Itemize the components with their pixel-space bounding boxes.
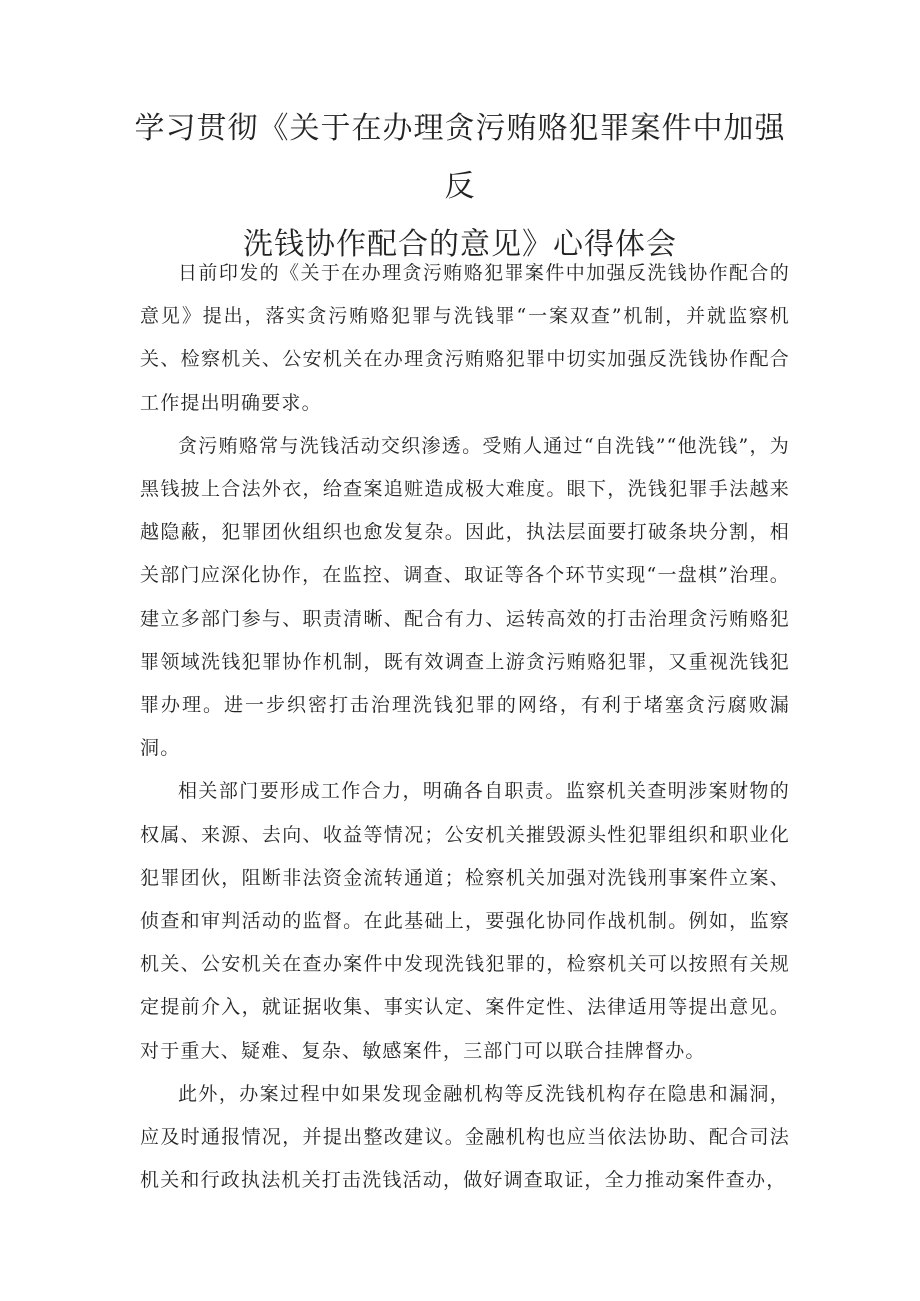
- paragraph-3: 相关部门要形成工作合力，明确各自职责。监察机关查明涉案财物的权属、来源、去向、收益等情况；公安机关摧毁源头性犯罪组织和职业化犯罪团伙，阻断非法资金流转通道；检察机关加强对洗钱刑事案件立案、侦查和审判活动的监督。在此基础上，要强化协同作战机制。例如，监察机关、公安机关在查办案件中发现洗钱犯罪的，检察机关可以按照有关规定提前介入，就证据收集、事实认定、案件定性、法律适用等提出意见。对于重大、疑难、复杂、敏感案件，三部门可以联合挂牌督办。: [140, 780, 790, 1062]
- document-body: [140, 252, 790, 1202]
- paragraph-2: 贪污贿赂常与洗钱活动交织渗透。受贿人通过“自洗钱”“他洗钱”，为黑钱披上合法外衣，给查案追赃造成极大难度。眼下，洗钱犯罪手法越来越隐蔽，犯罪团伙组织也愈发复杂。因此，执法层面要打破条块分割，相关部门应深化协作，在监控、调查、取证等各个环节实现“一盘棋”治理。建立多部门参与、职责清晰、配合有力、运转高效的打击治理贪污贿赂犯罪领域洗钱犯罪协作机制，既有效调查上游贪污贿赂犯罪，又重视洗钱犯罪办理。进一步织密打击治理洗钱犯罪的网络，有利于堵塞贪污腐败漏洞。: [140, 434, 790, 760]
- document-title: [120, 100, 800, 274]
- paragraph-1: 日前印发的《关于在办理贪污贿赂犯罪案件中加强反洗钱协作配合的意见》提出，落实贪污贿赂犯罪与洗钱罪“一案双查”机制，并就监察机关、检察机关、公安机关在办理贪污贿赂犯罪中切实加强反洗钱协作配合工作提出明确要求。: [140, 262, 790, 414]
- title-line-2: 洗钱协作配合的意见》心得体会: [243, 227, 677, 262]
- paragraph-4: 此外，办案过程中如果发现金融机构等反洗钱机构存在隐患和漏洞，应及时通报情况，并提出整改建议。金融机构也应当依法协助、配合司法机关和行政执法机关打击洗钱活动，做好调查取证，全力推动案件查办，: [140, 1082, 790, 1192]
- title-line-1: 学习贯彻《关于在办理贪污贿赂犯罪案件中加强反: [134, 111, 786, 204]
